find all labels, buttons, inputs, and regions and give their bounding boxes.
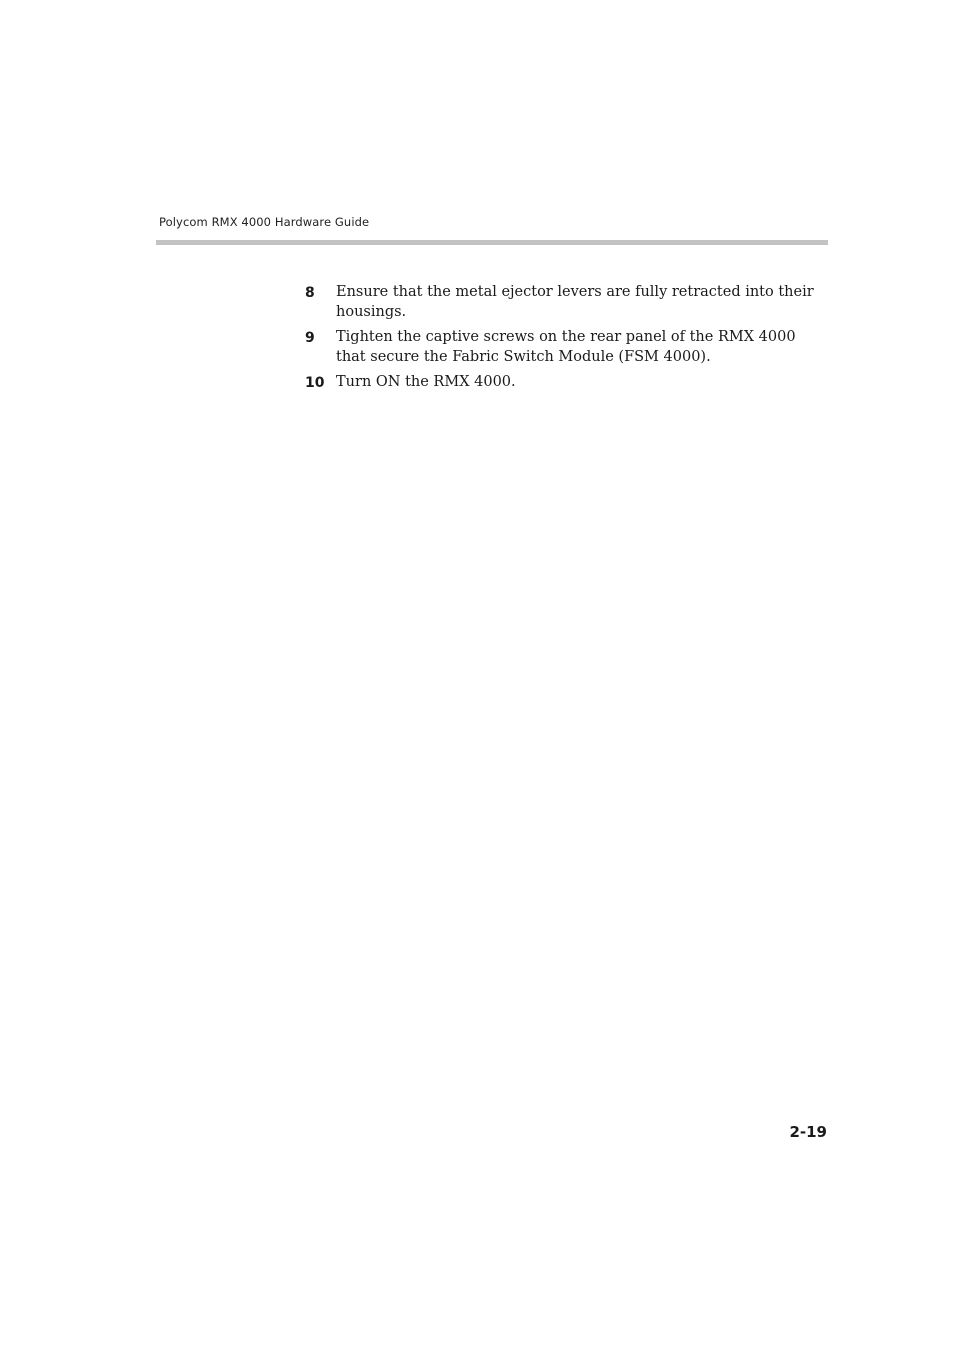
step-text: Tighten the captive screws on the rear panel of the RMX 4000 that secure the Fabric Switch Module (FSM 4000). [336,329,796,365]
step-8 [305,283,815,322]
page-number: 2-19 [789,1123,827,1141]
step-text: Ensure that the metal ejector levers are fully retracted into their housings. [336,284,814,320]
step-9 [305,328,815,367]
procedure-steps [305,283,815,400]
step-10 [305,373,815,394]
step-text: Turn ON the RMX 4000. [336,374,516,390]
step-number: 9 [305,330,315,346]
running-header-title: Polycom RMX 4000 Hardware Guide [159,215,370,229]
step-number: 8 [305,285,315,301]
header-rule [156,240,828,245]
step-number: 10 [305,375,325,391]
